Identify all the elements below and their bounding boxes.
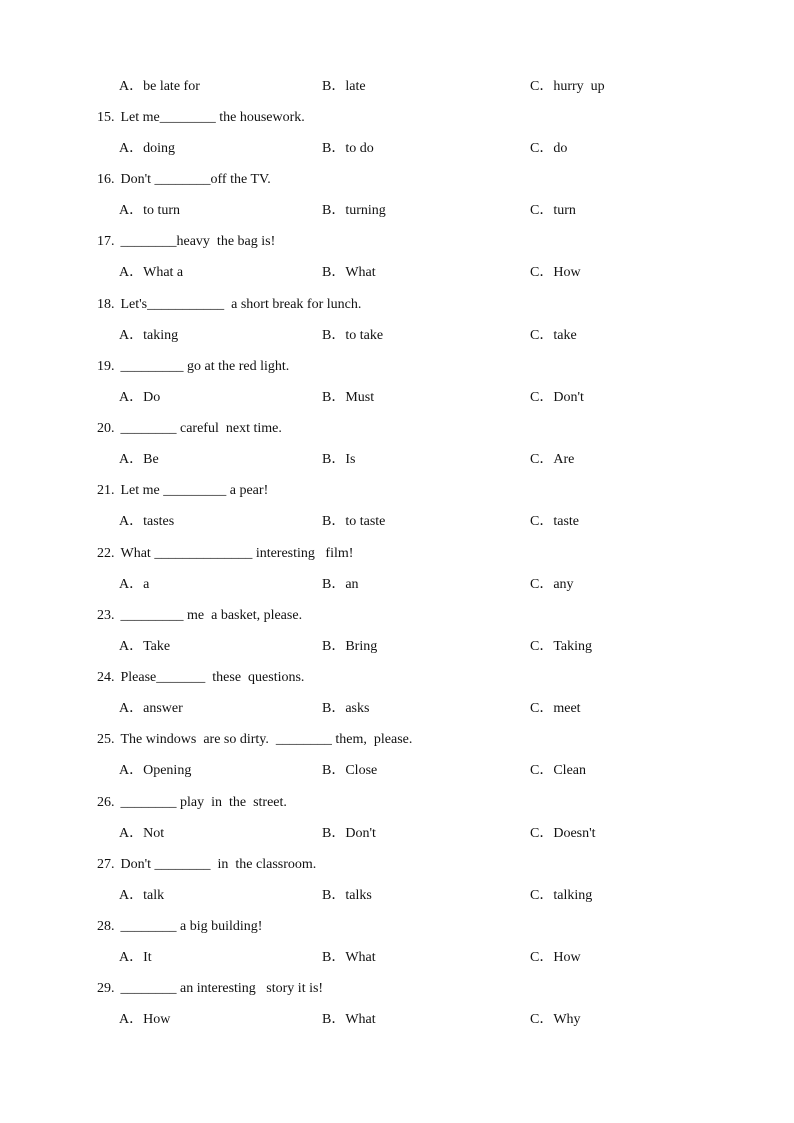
option-a: A．tastes [119, 514, 175, 529]
options-row [0, 699, 794, 719]
question-text: What ______________ interesting film! [120, 546, 354, 561]
question-text: ________ play in the street. [120, 795, 287, 810]
option-c: C．Don't [530, 390, 584, 405]
option-c: C．take [530, 328, 577, 343]
question-text: Don't ________ in the classroom. [120, 857, 317, 872]
options-row [0, 512, 794, 532]
options-row [0, 637, 794, 657]
question-stem [97, 419, 794, 439]
question-stem [97, 295, 794, 315]
question-number: 23. [97, 608, 115, 623]
option-b: B．What [322, 1012, 376, 1027]
question-stem [97, 917, 794, 937]
option-a: A．Be [119, 452, 159, 467]
question-stem [97, 668, 794, 688]
option-c: C．meet [530, 701, 581, 716]
question-number: 26. [97, 795, 115, 810]
option-a: A．Opening [119, 763, 192, 778]
option-b: B．Don't [322, 826, 376, 841]
option-b: B．asks [322, 701, 370, 716]
option-c: C．How [530, 265, 581, 280]
question-number: 19. [97, 359, 115, 374]
option-b: B．late [322, 79, 366, 94]
option-c: C．How [530, 950, 581, 965]
option-b: B．to taste [322, 514, 386, 529]
question-stem [97, 357, 794, 377]
options-row [0, 77, 794, 97]
option-c: C．Are [530, 452, 575, 467]
question-text: Let me _________ a pear! [120, 483, 269, 498]
question-number: 24. [97, 670, 115, 685]
options-row [0, 139, 794, 159]
question-stem [97, 170, 794, 190]
option-a: A．What a [119, 265, 184, 280]
options-row [0, 886, 794, 906]
option-c: C．Doesn't [530, 826, 596, 841]
option-c: C．Taking [530, 639, 593, 654]
option-c: C．any [530, 577, 574, 592]
option-c: C．turn [530, 203, 576, 218]
option-a: A．to turn [119, 203, 181, 218]
option-c: C．hurry up [530, 79, 605, 94]
options-row [0, 388, 794, 408]
option-a: A．answer [119, 701, 183, 716]
option-c: C．talking [530, 888, 593, 903]
option-b: B．to do [322, 141, 374, 156]
option-b: B．Must [322, 390, 375, 405]
option-c: C．Why [530, 1012, 581, 1027]
option-b: B．Bring [322, 639, 378, 654]
options-row [0, 575, 794, 595]
question-number: 29. [97, 981, 115, 996]
question-text: Please_______ these questions. [120, 670, 305, 685]
options-row [0, 450, 794, 470]
question-text: _________ me a basket, please. [120, 608, 303, 623]
question-number: 21. [97, 483, 115, 498]
question-text: ________ careful next time. [120, 421, 282, 436]
option-b: B．Close [322, 763, 378, 778]
question-stem [97, 481, 794, 501]
option-a: A．talk [119, 888, 165, 903]
question-stem [97, 855, 794, 875]
option-b: B．Is [322, 452, 356, 467]
question-stem [97, 979, 794, 999]
question-number: 15. [97, 110, 115, 125]
options-row [0, 1010, 794, 1030]
question-text: ________ an interesting story it is! [120, 981, 324, 996]
question-text: Let me________ the housework. [120, 110, 305, 125]
options-row [0, 948, 794, 968]
question-number: 25. [97, 732, 115, 747]
option-b: B．What [322, 265, 376, 280]
option-a: A．It [119, 950, 152, 965]
question-number: 22. [97, 546, 115, 561]
question-text: Let's___________ a short break for lunch. [120, 297, 362, 312]
options-row [0, 201, 794, 221]
option-a: A．a [119, 577, 150, 592]
option-b: B．talks [322, 888, 372, 903]
option-c: C．do [530, 141, 568, 156]
options-row [0, 263, 794, 283]
question-text: The windows are so dirty. ________ them, please. [120, 732, 413, 747]
question-number: 17. [97, 234, 115, 249]
question-text: ________heavy the bag is! [120, 234, 276, 249]
question-number: 20. [97, 421, 115, 436]
option-c: C．Clean [530, 763, 586, 778]
question-text: Don't ________off the TV. [120, 172, 271, 187]
option-a: A．Not [119, 826, 165, 841]
option-c: C．taste [530, 514, 579, 529]
question-text: ________ a big building! [120, 919, 263, 934]
option-b: B．turning [322, 203, 386, 218]
question-stem [97, 108, 794, 128]
question-number: 16. [97, 172, 115, 187]
options-row [0, 824, 794, 844]
option-b: B．What [322, 950, 376, 965]
question-stem [97, 544, 794, 564]
option-b: B．to take [322, 328, 384, 343]
option-a: A．Do [119, 390, 161, 405]
options-row [0, 761, 794, 781]
question-number: 28. [97, 919, 115, 934]
question-stem [97, 606, 794, 626]
options-row [0, 326, 794, 346]
option-a: A．taking [119, 328, 179, 343]
question-stem [97, 730, 794, 750]
option-a: A．doing [119, 141, 175, 156]
option-b: B．an [322, 577, 359, 592]
option-a: A．Take [119, 639, 171, 654]
question-stem [97, 232, 794, 252]
option-a: A．be late for [119, 79, 200, 94]
option-a: A．How [119, 1012, 171, 1027]
question-number: 18. [97, 297, 115, 312]
question-stem [97, 793, 794, 813]
question-number: 27. [97, 857, 115, 872]
question-text: _________ go at the red light. [120, 359, 290, 374]
